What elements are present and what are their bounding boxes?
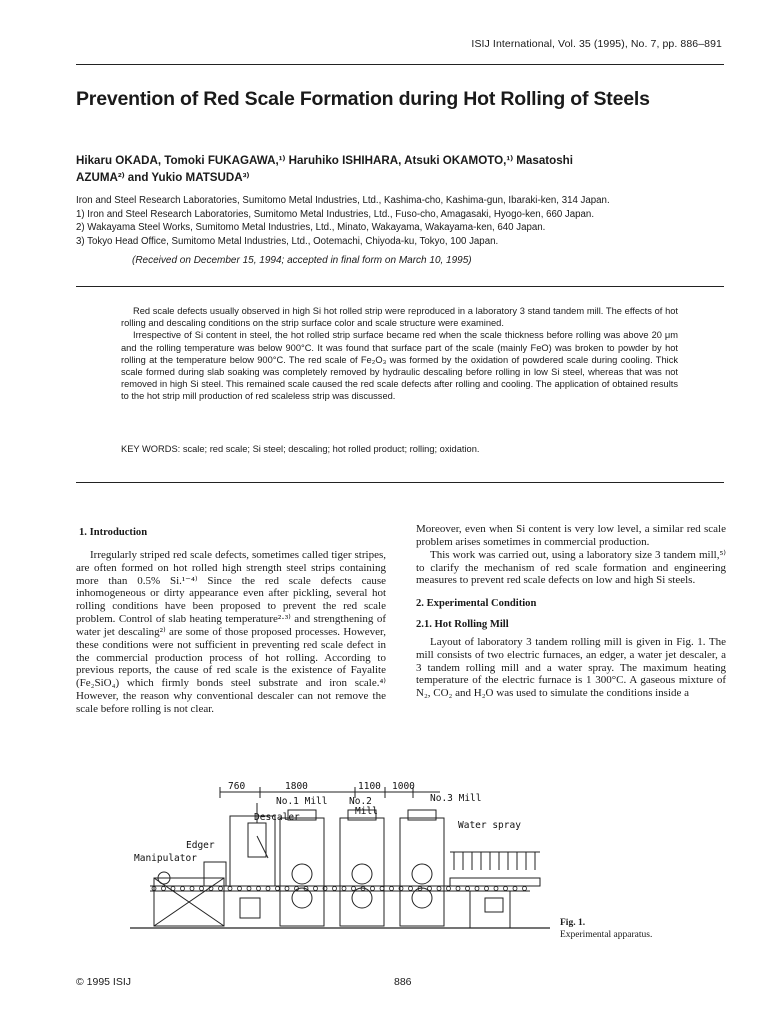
label-no2: No.2 xyxy=(349,796,372,807)
abstract-bottom-rule xyxy=(76,482,724,483)
label-no1-mill: No.1 Mill xyxy=(276,796,328,807)
author-list xyxy=(76,152,726,186)
received-dates: (Received on December 15, 1994; accepted in final form on March 10, 1995) xyxy=(132,255,472,266)
table-roller xyxy=(342,887,346,891)
authors-line-2: AZUMA²⁾ and Yukio MATSUDA³⁾ xyxy=(76,171,250,184)
dimension-label-760: 760 xyxy=(228,781,246,792)
table-roller xyxy=(390,887,394,891)
label-manipulator: Manipulator xyxy=(134,853,197,864)
abstract-paragraph-2: Irrespective of Si content in steel, the hot rolled strip surface became red when the scale thickness before rolling was above 20 μm and the rolling temperature was below 900°C. It was found that surface part of the scale (mainly FeO) was broken to powder by hot rolling at the temperature below 900°C. The red scale of Fe₂O₃ was formed by the oxidation of powdered scale during cooling. Thick scale formed during slab soaking was completely removed by hydraulic descaling before rolling in low Si steel, whereas that was not removed in high Si steel. This remained scale caused the red scale defects after rolling and cooling. The application of obtained results to the hot strip mill production of red scaleless strip was discussed. xyxy=(121,330,678,402)
affiliations xyxy=(76,194,736,248)
table-roller xyxy=(238,887,242,891)
journal-citation: ISIJ International, Vol. 35 (1995), No. 7, pp. 886–891 xyxy=(471,38,722,50)
dimension-label-1000: 1000 xyxy=(392,781,415,792)
label-descaler: Descaler xyxy=(254,812,300,823)
section-2-1-heading: 2.1. Hot Rolling Mill xyxy=(416,619,509,631)
table-roller xyxy=(162,887,166,891)
page-number: 886 xyxy=(394,976,412,988)
table-roller xyxy=(200,887,204,891)
authors-line-1: Hikaru OKADA, Tomoki FUKAGAWA,¹⁾ Haruhiko ISHIHARA, Atsuki OKAMOTO,¹⁾ Masatoshi xyxy=(76,154,573,167)
right-paragraph-1: Moreover, even when Si content is very low level, a similar red scale problem arises sometimes in commercial production. xyxy=(416,523,726,548)
affiliation-3: 3) Tokyo Head Office, Sumitomo Metal Industries, Ltd., Ootemachi, Chiyoda-ku, Tokyo, 100 Japan. xyxy=(76,235,499,247)
copyright: © 1995 ISIJ xyxy=(76,976,132,988)
label-edger: Edger xyxy=(186,840,215,851)
figure-caption-label: Fig. 1. xyxy=(560,918,586,928)
header-rule xyxy=(76,64,724,65)
label-water-spray: Water spray xyxy=(458,820,521,831)
table-roller xyxy=(266,887,270,891)
table-roller xyxy=(247,887,251,891)
keywords: KEY WORDS: scale; red scale; Si steel; descaling; hot rolled product; rolling; oxidation. xyxy=(121,444,480,454)
table-roller xyxy=(485,887,489,891)
abstract-paragraph-1: Red scale defects usually observed in high Si hot rolled strip were reproduced in a laboratory 3 stand tandem mill. The effects of hot rolling and descaling conditions on the strip surface color and scale structure were examined. xyxy=(121,306,678,329)
table-roller xyxy=(513,887,517,891)
section-2-1-paragraph: Layout of laboratory 3 tandem rolling mill is given in Fig. 1. The mill consists of two electric furnaces, an edger, a water jet descaler, a 3 tandem rolling mill and a water spray. The maximum heating temperature of the electric furnace is 1 300°C. A gaseous mixture of N₂, CO₂ and H₂O was used to simulate the conditions inside a xyxy=(416,635,726,700)
table-roller xyxy=(257,887,261,891)
table-roller xyxy=(494,887,498,891)
dimension-label-1100: 1100 xyxy=(358,781,381,792)
table-roller xyxy=(181,887,185,891)
table-roller xyxy=(466,887,470,891)
table-roller xyxy=(333,887,337,891)
table-roller xyxy=(475,887,479,891)
table-roller xyxy=(314,887,318,891)
table-roller xyxy=(171,887,175,891)
table-roller xyxy=(409,887,413,891)
table-roller xyxy=(428,887,432,891)
table-roller xyxy=(437,887,441,891)
label-no2-mill: Mill xyxy=(355,806,378,817)
table-roller xyxy=(504,887,508,891)
table-roller xyxy=(380,887,384,891)
figure-caption xyxy=(560,917,652,941)
affiliation-1: 1) Iron and Steel Research Laboratories, Sumitomo Metal Industries, Ltd., Fuso-cho, Amagasaki, Hyogo-ken, 660 Japan. xyxy=(76,208,595,220)
table-roller xyxy=(228,887,232,891)
article-title: Prevention of Red Scale Formation during Hot Rolling of Steels xyxy=(76,88,650,110)
table-roller xyxy=(447,887,451,891)
table-roller xyxy=(276,887,280,891)
table-roller xyxy=(190,887,194,891)
section-2-heading: 2. Experimental Condition xyxy=(416,598,537,610)
table-roller xyxy=(371,887,375,891)
label-no3-mill: No.3 Mill xyxy=(430,793,482,804)
abstract-top-rule xyxy=(76,286,724,287)
right-paragraph-2: This work was carried out, using a laboratory size 3 tandem mill,⁵⁾ to clarify the mechanism of red scale formation and engineering measures to prevent red scale defects on low and high Si steels. xyxy=(416,548,726,587)
figure-caption-text: Experimental apparatus. xyxy=(560,930,653,940)
affiliation-2: 2) Wakayama Steel Works, Sumitomo Metal Industries, Ltd., Minato, Wakayama, Wakayama-ken, 640 Japan. xyxy=(76,222,546,233)
table-roller xyxy=(219,887,223,891)
table-roller xyxy=(285,887,289,891)
abstract xyxy=(121,305,678,403)
section-1-heading: 1. Introduction xyxy=(79,527,148,538)
experimental-apparatus-figure xyxy=(130,778,550,954)
table-roller xyxy=(456,887,460,891)
left-column xyxy=(76,527,386,716)
right-column xyxy=(416,523,726,700)
section-1-paragraph: Irregularly striped red scale defects, sometimes called tiger stripes, are often formed on hot rolled high strength steel strips containing more than 0.5% Si.¹⁻⁴⁾ Since the red scale defects cause inhomogeneous or dirty appearance even after pickling, several hot rolling conditions have been proposed to prevent the red scale problem. Control of slab heating temperature²·³⁾ and strengthening of water jet descaling²⁾ are some of those proposed processes. However, these conditions were not sufficient in preventing red scale defect in the commercial production process of hot rolling. According to previous reports, the cause of red scale is the existence of Fayalite (Fe₂SiO₄) which firmly bonds steel substrate and iron scale.⁴⁾ However, the reason why conventional descaler can not remove the scale before rolling is not clear. xyxy=(76,548,386,715)
dimension-label-1800: 1800 xyxy=(285,781,308,792)
table-roller xyxy=(523,887,527,891)
affiliation-0: Iron and Steel Research Laboratories, Sumitomo Metal Industries, Ltd., Kashima-cho, Kashima-gun, Ibaraki-ken, 314 Japan. xyxy=(76,195,610,206)
table-roller xyxy=(352,887,356,891)
